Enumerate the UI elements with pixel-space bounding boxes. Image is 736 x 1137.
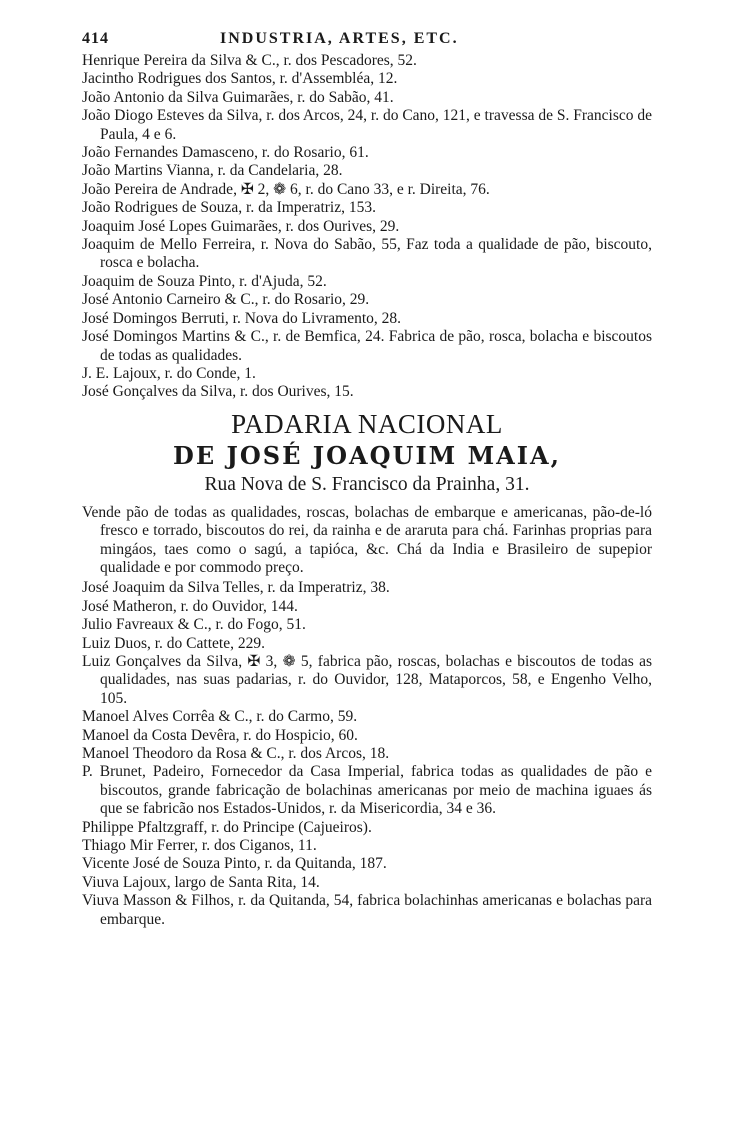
list-item: Julio Favreaux & C., r. do Fogo, 51.	[82, 616, 306, 634]
list-item: Joaquim de Mello Ferreira, r. Nova do Sabão, 55, Faz toda a qualidade de pão, biscouto, rosca e bolacha.	[82, 236, 652, 272]
list-item: José Joaquim da Silva Telles, r. da Imperatriz, 38.	[82, 579, 390, 597]
list-item: Manoel Theodoro da Rosa & C., r. dos Arcos, 18.	[82, 745, 390, 762]
list-item: Philippe Pfaltzgraff, r. do Principe (Cajueiros).	[82, 818, 372, 836]
list-item: José Domingos Berruti, r. Nova do Livramento, 28.	[82, 309, 401, 327]
list-item: José Antonio Carneiro & C., r. do Rosario, 29.	[82, 291, 370, 309]
list-item: P. Brunet, Padeiro, Fornecedor da Casa Imperial, fabrica todas as qualidades de pão e biscoutos, grande fabricação de bolachinas americanas por meio de machina iguaes ás que se fabricão nos Estados-Unidos, r. da Misericordia, 34 e 36.	[82, 763, 652, 818]
section-address: Rua Nova de S. Francisco da Prainha, 31.	[204, 473, 530, 495]
list-item: Manoel da Costa Devêra, r. do Hospicio, 60.	[82, 726, 358, 744]
list-item: José Domingos Martins & C., r. de Bemfica, 24. Fabrica de pão, rosca, bolacha e biscoutos de todas as qualidades.	[82, 328, 652, 364]
list-item: Jacintho Rodrigues dos Santos, r. d'Assembléa, 12.	[82, 70, 398, 88]
list-item: Viuva Lajoux, largo de Santa Rita, 14.	[82, 873, 320, 891]
list-item: João Martins Vianna, r. da Candelaria, 28.	[82, 162, 343, 180]
list-item: João Diogo Esteves da Silva, r. dos Arcos, 24, r. do Cano, 121, e travessa de S. Francisco de Paula, 4 e 6.	[82, 107, 652, 143]
page-header	[82, 30, 652, 52]
list-item: Manoel Alves Corrêa & C., r. do Carmo, 59.	[82, 708, 358, 726]
page	[82, 30, 652, 929]
list-item: João Antonio da Silva Guimarães, r. do Sabão, 41.	[82, 88, 394, 106]
list-item: José Matheron, r. do Ouvidor, 144.	[82, 597, 298, 615]
list-item: Luiz Duos, r. do Cattete, 229.	[82, 634, 265, 652]
list-item: J. E. Lajoux, r. do Conde, 1.	[82, 364, 256, 382]
list-item: Vicente José de Souza Pinto, r. da Quitanda, 187.	[82, 855, 387, 873]
list-item: João Fernandes Damasceno, r. do Rosario, 61.	[82, 144, 369, 162]
entries-top	[82, 52, 652, 402]
list-item: Henrique Pereira da Silva & C., r. dos Pescadores, 52.	[82, 52, 417, 69]
section-description: Vende pão de todas as qualidades, roscas, bolachas de embarque e americanas, pão-de-ló fresco e torrado, biscoutos do rei, da rainha e de araruta para chá. Farinhas proprias para mingáos, taes como o sagú, a tapióca, &c. Chá da India e Brasileiro de supepior qualidade e por commodo preço.	[82, 503, 652, 576]
running-head: INDUSTRIA, ARTES, ETC.	[220, 30, 459, 47]
entries-bottom	[82, 579, 652, 929]
section-title: PADARIA NACIONAL	[231, 408, 503, 439]
list-item: Luiz Gonçalves da Silva, ✠ 3, ❁ 5, fabrica pão, roscas, bolachas e biscoutos de todas as qualidades, nas suas padarias, r. do Ouvidor, 128, Mataporcos, 58, e Engenho Velho, 105.	[82, 652, 652, 707]
advertisement-section	[82, 408, 652, 578]
section-subtitle: DE JOSÉ JOAQUIM MAIA,	[173, 440, 561, 470]
list-item: Joaquim José Lopes Guimarães, r. dos Ourives, 29.	[82, 217, 400, 235]
page-number: 414	[82, 30, 109, 47]
list-item: José Gonçalves da Silva, r. dos Ourives, 15.	[82, 383, 354, 401]
list-item: João Rodrigues de Souza, r. da Imperatriz, 153.	[82, 199, 376, 217]
list-item: Thiago Mir Ferrer, r. dos Ciganos, 11.	[82, 837, 317, 855]
list-item: João Pereira de Andrade, ✠ 2, ❁ 6, r. do Cano 33, e r. Direita, 76.	[82, 180, 490, 198]
list-item: Joaquim de Souza Pinto, r. d'Ajuda, 52.	[82, 272, 327, 290]
list-item: Viuva Masson & Filhos, r. da Quitanda, 54, fabrica bolachinhas americanas e bolachas para embarque.	[82, 892, 652, 928]
